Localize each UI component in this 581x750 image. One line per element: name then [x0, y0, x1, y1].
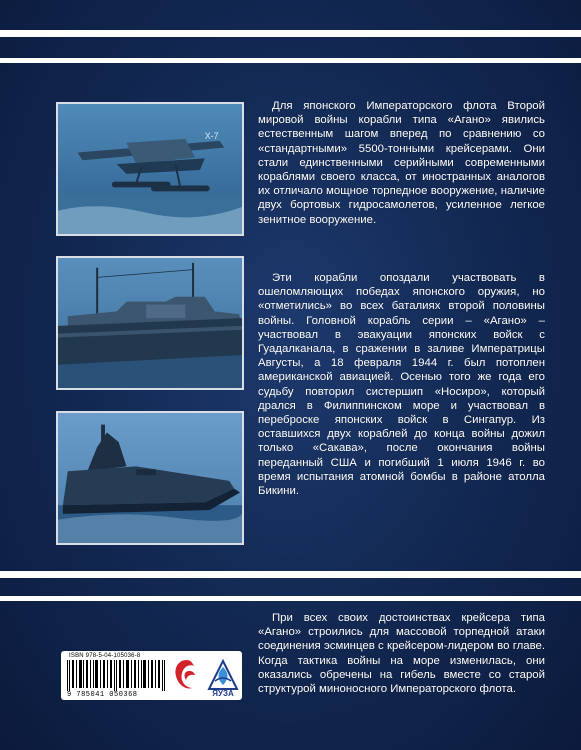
photo-cruiser-bow [56, 411, 244, 545]
description-paragraph-1: Для японского Императорского флота Второй мировой войны корабли типа «Агано» явились естественным шагом вперед по сравнению со «стандартными» 5500-тонными крейсерами. Они стали единственными серийными современными кораблями своего класса, от иностранных аналогов их отличало мощное торпедное вооружение, наличие двух бортовых гидросамолетов, усиленное легкое зенитное вооружение. [258, 100, 545, 226]
isbn-label: ISBN 978-5-04-105036-8 [69, 653, 141, 659]
photo-seaplane [56, 102, 244, 236]
top-stripe-2 [0, 58, 581, 63]
description-paragraph-2: Эти корабли опоздали участвовать в ошеломляющих победах японского оружия, но «отметились» во всех баталиях второй половины войны. Головной корабль серии – «Агано» – участвовал в эвакуации японских войск с Гуадалканала, в сражении в заливе Императрицы Августы, а 18 февраля 1944 г. был потоплен американской авиацией. Осенью того же года его судьбу повторил систершип «Носиро», который дрался в Филиппинском море и участвовал в переброске японских войск в Сингапур. Из оставшихся двух кораблей до конца войны дожил только «Сакава», после окончания войны переданный США и погибший 1 июля 1946 г. во время испытания атомной бомбы в районе атолла Бикини. [258, 272, 545, 498]
yauza-logo-label: ЯУЗА [212, 689, 234, 698]
eksmo-logo-icon [172, 658, 202, 692]
barcode-number: 9 785041 050368 [67, 691, 138, 699]
top-stripe-1 [0, 30, 581, 37]
barcode-icon [67, 660, 165, 691]
barcode-panel [61, 651, 242, 700]
bottom-stripe-1 [0, 571, 581, 578]
description-paragraph-3: При всех своих достоинствах крейсера типа «Агано» строились для массовой торпедной атаки соединения эсминцев с крейсером-лидером во главе. Когда тактика войны на море изменилась, они оказались обречены на гибель вместе со старой структурой миноносного Императорского флота. [258, 612, 545, 696]
svg-text:X-7: X-7 [204, 130, 219, 141]
photo-cruiser-deck [56, 256, 244, 390]
bottom-stripe-2 [0, 596, 581, 601]
